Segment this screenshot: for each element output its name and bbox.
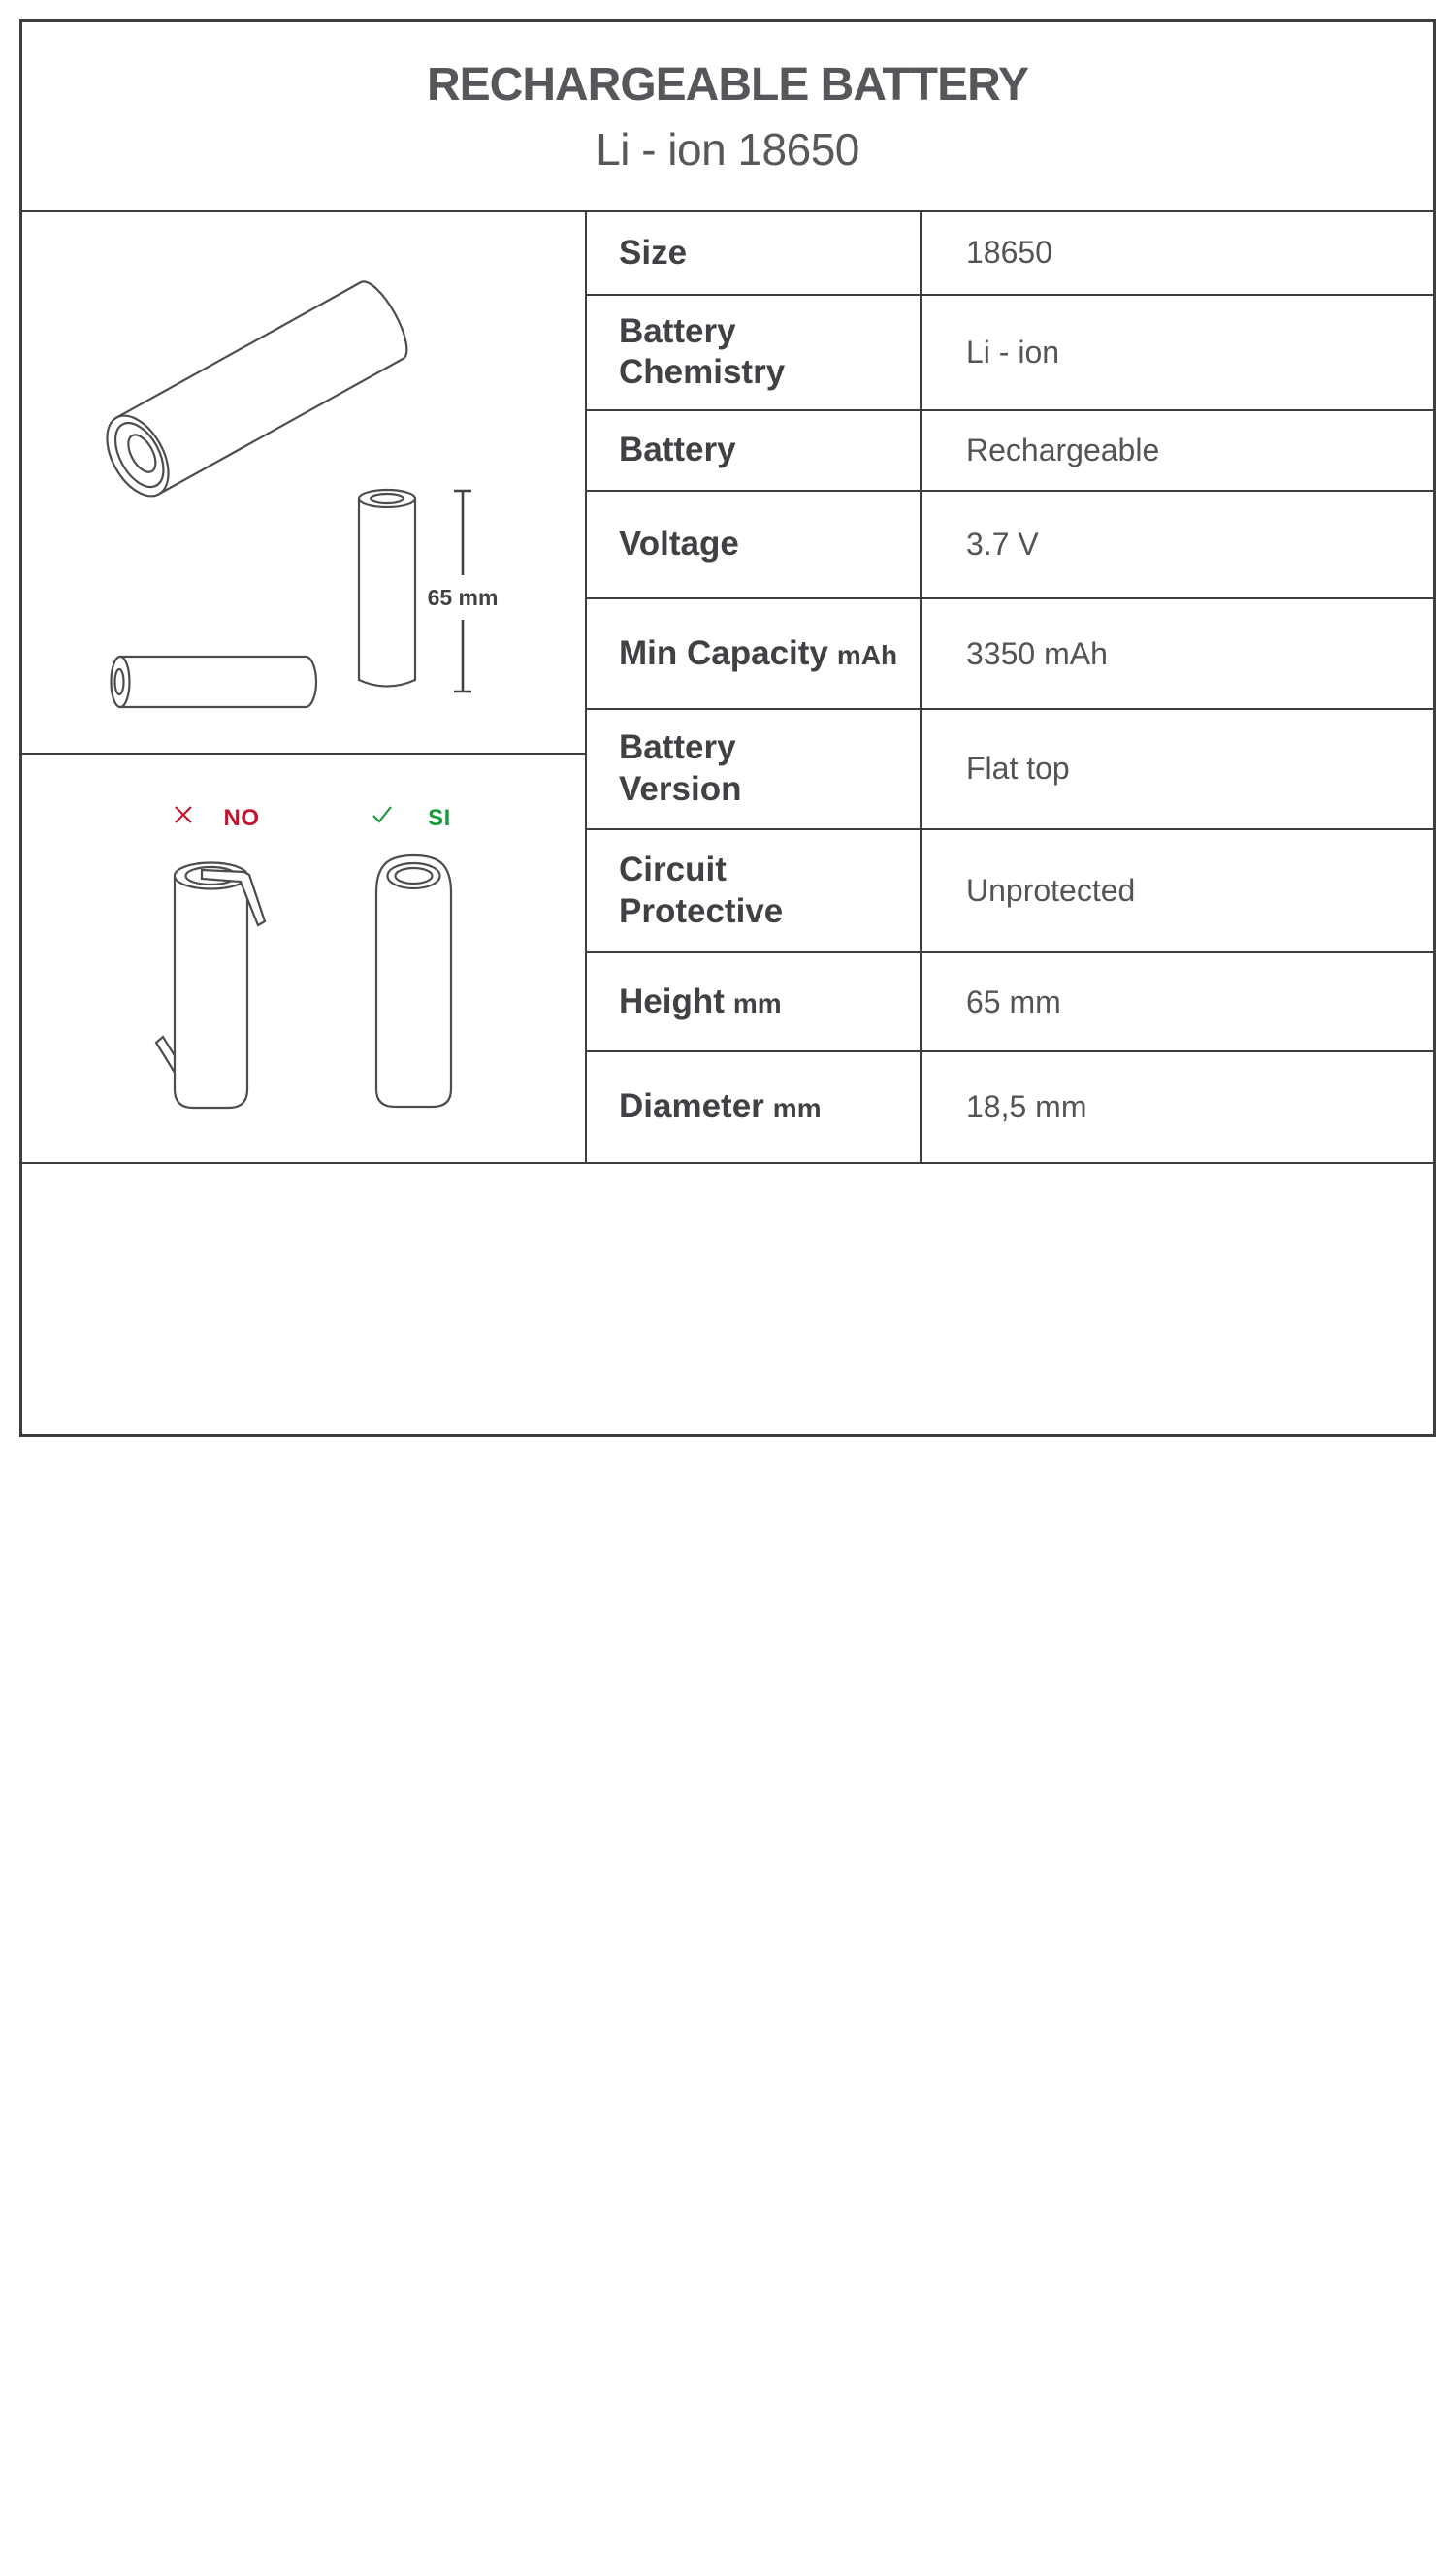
spec-table — [587, 212, 1433, 1162]
row-label — [587, 830, 922, 952]
row-value: 3.7 V — [966, 527, 1039, 563]
row-value: Unprotected — [966, 873, 1136, 909]
label-text: Battery — [619, 728, 736, 767]
label-text: Diameter — [619, 1087, 764, 1126]
label-unit: mAh — [836, 639, 898, 670]
no-label: NO — [223, 805, 260, 831]
si-label: SI — [428, 805, 451, 831]
row-value: 18650 — [966, 235, 1052, 271]
illustration-column — [22, 212, 587, 1162]
row-value: 3350 mAh — [966, 635, 1108, 671]
label-text: Size — [619, 233, 688, 272]
table-row — [587, 830, 1433, 954]
x-mark-icon — [174, 805, 193, 824]
row-value: 65 mm — [966, 983, 1061, 1019]
table-row — [587, 212, 1433, 296]
label-text: Battery — [619, 431, 736, 469]
table-row — [587, 296, 1433, 411]
table-row — [587, 599, 1433, 710]
page-subtitle: Li - ion 18650 — [596, 123, 859, 175]
table-row — [587, 953, 1433, 1052]
main-area — [22, 212, 1433, 1164]
label-text: Battery — [619, 311, 736, 350]
table-row — [587, 710, 1433, 830]
row-label — [587, 599, 922, 708]
row-label — [587, 710, 922, 828]
dimension-label: 65 mm — [427, 585, 499, 610]
row-value: 18,5 mm — [966, 1089, 1087, 1125]
label-unit: mm — [732, 987, 782, 1018]
label-text: Circuit — [619, 850, 727, 888]
battery-drawings — [22, 212, 585, 753]
table-row — [587, 411, 1433, 493]
sheet-header — [22, 22, 1433, 212]
label-text-line2: Chemistry — [619, 353, 786, 392]
flat-top-battery-illustration — [376, 855, 451, 1107]
row-label — [587, 296, 922, 409]
vertical-battery-illustration — [359, 490, 415, 687]
label-unit: mm — [772, 1093, 822, 1124]
label-text: Min Capacity — [619, 633, 828, 672]
table-row — [587, 1052, 1433, 1162]
verdict-no — [174, 805, 309, 832]
tabbed-battery-illustration — [156, 863, 265, 1109]
row-label — [587, 1052, 922, 1162]
label-text-line2: Version — [619, 769, 742, 808]
battery-views-panel — [22, 212, 585, 755]
row-value: Li - ion — [966, 334, 1060, 370]
row-label — [587, 212, 922, 294]
sheet-border — [19, 19, 1436, 1437]
diagonal-battery-illustration — [94, 275, 415, 506]
row-label — [587, 492, 922, 597]
horizontal-battery-illustration — [112, 657, 317, 707]
page-title: RECHARGEABLE BATTERY — [426, 58, 1028, 111]
label-text: Height — [619, 982, 725, 1020]
row-value: Flat top — [966, 751, 1070, 787]
height-dimension — [428, 491, 499, 692]
row-value: Rechargeable — [966, 432, 1160, 467]
label-text-line2: Protective — [619, 891, 784, 930]
label-text: Voltage — [619, 525, 739, 564]
tab-comparison-panel — [22, 755, 585, 1162]
check-mark-icon — [372, 805, 393, 824]
verdict-si — [372, 805, 507, 832]
row-label — [587, 953, 922, 1050]
table-row — [587, 492, 1433, 599]
row-label — [587, 411, 922, 491]
empty-footer-area — [22, 1164, 1433, 2576]
